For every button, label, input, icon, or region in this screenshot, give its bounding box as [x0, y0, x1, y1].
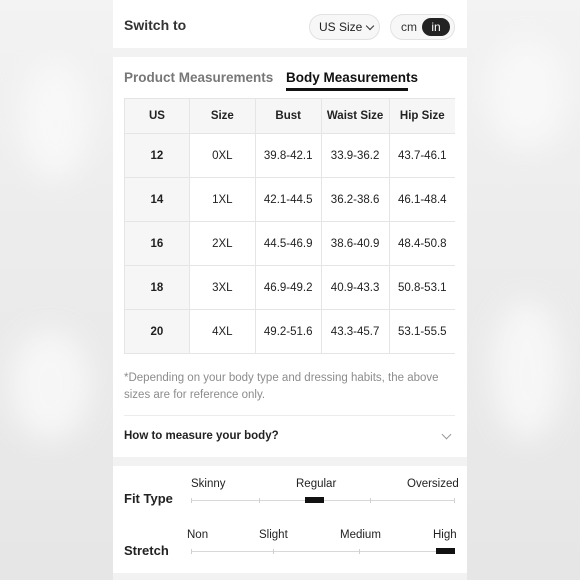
- fit-card: [113, 466, 467, 573]
- fit-scale-skinny: Skinny: [191, 478, 226, 490]
- fit-scale-regular: Regular: [296, 478, 337, 490]
- stretch-selected-marker: [436, 548, 455, 554]
- header-hip: Hip Size: [389, 99, 455, 134]
- cell-bust: 49.2-51.6: [255, 310, 321, 354]
- cell-us: 12: [125, 134, 190, 178]
- stretch-scale-slight: Slight: [259, 529, 288, 541]
- cell-hip: 48.4-50.8: [389, 222, 455, 266]
- cell-size: 2XL: [189, 222, 255, 266]
- cell-size: 3XL: [189, 266, 255, 310]
- size-guide-panel: [113, 0, 467, 580]
- cell-bust: 44.5-46.9: [255, 222, 321, 266]
- stretch-scale-medium: Medium: [340, 529, 381, 541]
- stretch-tick: [359, 549, 360, 554]
- header-us: US: [125, 99, 190, 134]
- table-header-row: [125, 99, 456, 134]
- cell-waist: 40.9-43.3: [321, 266, 389, 310]
- chevron-down-icon: [366, 21, 374, 29]
- divider: [124, 415, 455, 416]
- size-system-dropdown[interactable]: [309, 14, 380, 40]
- size-system-value: US Size: [319, 20, 363, 34]
- cell-us: 18: [125, 266, 190, 310]
- cell-hip: 50.8-53.1: [389, 266, 455, 310]
- cell-us: 14: [125, 178, 190, 222]
- tab-body-measurements[interactable]: Body Measurements: [286, 70, 419, 85]
- cell-us: 20: [125, 310, 190, 354]
- cell-hip: 46.1-48.4: [389, 178, 455, 222]
- table-row: [125, 222, 456, 266]
- header-waist: Waist Size: [321, 99, 389, 134]
- cell-waist: 36.2-38.6: [321, 178, 389, 222]
- stretch-track: [191, 551, 455, 552]
- fit-tick: [259, 498, 260, 503]
- table-row: [125, 266, 456, 310]
- stretch-scale-high: High: [433, 529, 457, 541]
- header-bust: Bust: [255, 99, 321, 134]
- active-tab-indicator: [286, 88, 408, 91]
- stretch-label: Stretch: [124, 543, 169, 558]
- cell-bust: 39.8-42.1: [255, 134, 321, 178]
- chevron-down-icon[interactable]: [442, 430, 452, 440]
- fit-type-label: Fit Type: [124, 491, 173, 506]
- cell-hip: 53.1-55.5: [389, 310, 455, 354]
- cell-size: 0XL: [189, 134, 255, 178]
- cell-size: 4XL: [189, 310, 255, 354]
- fit-tick: [454, 498, 455, 503]
- cell-waist: 43.3-45.7: [321, 310, 389, 354]
- cell-waist: 38.6-40.9: [321, 222, 389, 266]
- cell-size: 1XL: [189, 178, 255, 222]
- cell-bust: 42.1-44.5: [255, 178, 321, 222]
- measurements-card: [113, 57, 467, 457]
- stretch-tick: [191, 549, 192, 554]
- unit-switch-bar: [113, 0, 467, 48]
- table-row: [125, 134, 456, 178]
- unit-in-option[interactable]: in: [422, 18, 450, 36]
- reference-note: *Depending on your body type and dressing habits, the above sizes are for reference only.: [124, 372, 439, 401]
- cell-hip: 43.7-46.1: [389, 134, 455, 178]
- fit-tick: [191, 498, 192, 503]
- cell-bust: 46.9-49.2: [255, 266, 321, 310]
- cell-waist: 33.9-36.2: [321, 134, 389, 178]
- stretch-tick: [273, 549, 274, 554]
- table-row: [125, 178, 456, 222]
- stretch-scale-non: Non: [187, 529, 209, 541]
- table-row: [125, 310, 456, 354]
- switch-to-label: Switch to: [124, 17, 187, 33]
- background-left: [0, 0, 113, 580]
- cell-us: 16: [125, 222, 190, 266]
- size-table: [124, 98, 455, 354]
- background-right: [467, 0, 580, 580]
- fit-type-selected-marker: [305, 497, 324, 503]
- how-to-measure-link[interactable]: How to measure your body?: [124, 430, 279, 442]
- unit-toggle[interactable]: [390, 14, 455, 40]
- fit-scale-oversized: Oversized: [407, 478, 459, 490]
- header-size: Size: [189, 99, 255, 134]
- fit-tick: [370, 498, 371, 503]
- tab-product-measurements[interactable]: Product Measurements: [124, 70, 274, 85]
- unit-cm-option[interactable]: cm: [401, 20, 417, 34]
